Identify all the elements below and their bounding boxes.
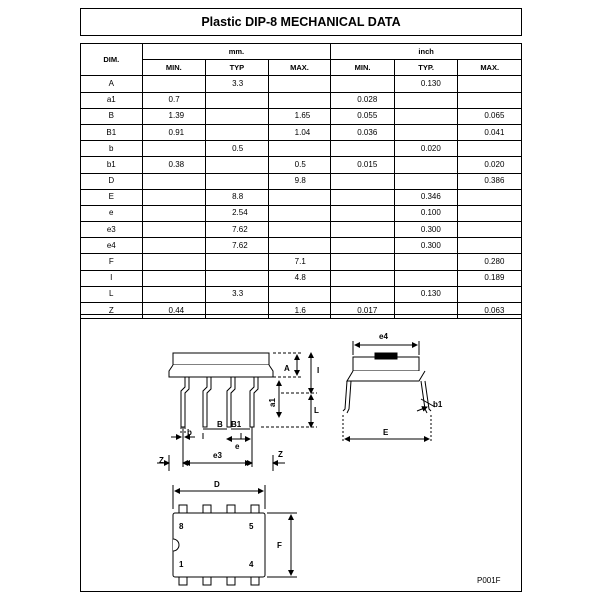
label-e4: e4 [379, 332, 388, 341]
label-z-left: Z [159, 456, 164, 465]
value-cell: 0.063 [458, 303, 522, 319]
value-cell [394, 254, 458, 270]
unit-mm-header: mm. [142, 44, 331, 60]
value-cell: 0.015 [331, 157, 395, 173]
value-cell: 0.130 [394, 76, 458, 92]
value-cell: 0.100 [394, 205, 458, 221]
value-cell: 2.54 [206, 205, 269, 221]
value-cell [458, 222, 522, 238]
value-cell: 8.8 [206, 189, 269, 205]
value-cell [206, 270, 269, 286]
value-cell: 1.04 [268, 124, 331, 140]
value-cell [394, 108, 458, 124]
value-cell: 0.055 [331, 108, 395, 124]
value-cell: 3.3 [206, 76, 269, 92]
value-cell: 0.38 [142, 157, 206, 173]
label-e3: e3 [213, 451, 222, 460]
value-cell: 0.020 [394, 141, 458, 157]
dim-cell: B [81, 108, 143, 124]
sub-header-row [81, 60, 522, 76]
label-b1: b1 [433, 400, 443, 409]
value-cell: 0.7 [142, 92, 206, 108]
table-row [81, 173, 522, 189]
value-cell: 4.8 [268, 270, 331, 286]
dim-cell: A [81, 76, 143, 92]
table-row [81, 76, 522, 92]
table-row [81, 254, 522, 270]
value-cell [142, 141, 206, 157]
value-cell [268, 76, 331, 92]
value-cell [458, 189, 522, 205]
table-row [81, 124, 522, 140]
table-row [81, 286, 522, 302]
value-cell [206, 254, 269, 270]
value-cell [458, 286, 522, 302]
mm-max-header: MAX. [268, 60, 331, 76]
pin-4-label: 4 [249, 560, 254, 569]
value-cell [458, 76, 522, 92]
table-row [81, 205, 522, 221]
dim-cell: B1 [81, 124, 143, 140]
value-cell: 0.280 [458, 254, 522, 270]
value-cell: 0.041 [458, 124, 522, 140]
table-row [81, 270, 522, 286]
value-cell: 0.020 [458, 157, 522, 173]
value-cell: 0.036 [331, 124, 395, 140]
value-cell [206, 157, 269, 173]
value-cell: 0.300 [394, 222, 458, 238]
value-cell: 1.6 [268, 303, 331, 319]
value-cell [142, 205, 206, 221]
value-cell: 0.300 [394, 238, 458, 254]
table-row [81, 222, 522, 238]
value-cell: 0.91 [142, 124, 206, 140]
value-cell [268, 286, 331, 302]
value-cell: 7.62 [206, 238, 269, 254]
value-cell: 0.346 [394, 189, 458, 205]
pin-5-label: 5 [249, 522, 254, 531]
value-cell [331, 254, 395, 270]
label-B1: B1 [231, 420, 242, 429]
label-B: B [217, 420, 223, 429]
value-cell [458, 141, 522, 157]
value-cell: 1.65 [268, 108, 331, 124]
value-cell [142, 189, 206, 205]
dim-cell: e [81, 205, 143, 221]
table-row [81, 92, 522, 108]
label-A: A [284, 364, 290, 373]
value-cell [458, 238, 522, 254]
value-cell [331, 173, 395, 189]
label-b: b [187, 428, 192, 437]
value-cell [458, 205, 522, 221]
value-cell [331, 76, 395, 92]
value-cell [206, 173, 269, 189]
label-I: I [317, 366, 320, 375]
value-cell [268, 222, 331, 238]
end-view [343, 341, 435, 443]
label-L: L [314, 406, 319, 415]
value-cell: 0.189 [458, 270, 522, 286]
side-view [157, 353, 320, 471]
table-row [81, 108, 522, 124]
value-cell: 0.028 [331, 92, 395, 108]
value-cell [268, 238, 331, 254]
value-cell [394, 173, 458, 189]
value-cell: 1.39 [142, 108, 206, 124]
unit-inch-header: inch [331, 44, 522, 60]
value-cell [394, 92, 458, 108]
pin-8-label: 8 [179, 522, 184, 531]
mechanical-data-table [80, 43, 522, 319]
value-cell [394, 124, 458, 140]
value-cell: 3.3 [206, 286, 269, 302]
dim-cell: I [81, 270, 143, 286]
value-cell [268, 205, 331, 221]
value-cell [268, 141, 331, 157]
value-cell: 9.8 [268, 173, 331, 189]
dim-cell: L [81, 286, 143, 302]
inch-typ-header: TYP. [394, 60, 458, 76]
label-a1: a1 [268, 398, 277, 407]
dimension-drawing [81, 315, 523, 593]
value-cell [142, 238, 206, 254]
value-cell [331, 141, 395, 157]
drawing-code: P001F [477, 576, 501, 585]
value-cell [268, 189, 331, 205]
label-F: F [277, 541, 282, 550]
value-cell [331, 222, 395, 238]
value-cell [142, 173, 206, 189]
value-cell: 0.44 [142, 303, 206, 319]
value-cell: 0.017 [331, 303, 395, 319]
value-cell [206, 92, 269, 108]
value-cell [206, 124, 269, 140]
inch-min-header: MIN. [331, 60, 395, 76]
page-title: Plastic DIP-8 MECHANICAL DATA [80, 8, 522, 36]
dim-cell: b [81, 141, 143, 157]
value-cell [331, 238, 395, 254]
value-cell [206, 108, 269, 124]
value-cell [331, 286, 395, 302]
value-cell: 0.5 [206, 141, 269, 157]
pin-1-label: 1 [179, 560, 184, 569]
value-cell [331, 270, 395, 286]
value-cell: 7.1 [268, 254, 331, 270]
label-E: E [383, 428, 389, 437]
value-cell: 0.5 [268, 157, 331, 173]
dim-cell: Z [81, 303, 143, 319]
value-cell [142, 254, 206, 270]
value-cell: 7.62 [206, 222, 269, 238]
table-row [81, 189, 522, 205]
mm-min-header: MIN. [142, 60, 206, 76]
inch-max-header: MAX. [458, 60, 522, 76]
value-cell [142, 286, 206, 302]
table-row [81, 157, 522, 173]
label-z-right: Z [278, 450, 283, 459]
value-cell [142, 222, 206, 238]
label-e: e [235, 442, 240, 451]
package-drawing [80, 314, 522, 592]
dim-cell: e3 [81, 222, 143, 238]
top-view [173, 485, 297, 585]
value-cell [394, 157, 458, 173]
value-cell [458, 92, 522, 108]
value-cell: 0.065 [458, 108, 522, 124]
value-cell [142, 76, 206, 92]
value-cell [268, 92, 331, 108]
value-cell: 0.130 [394, 286, 458, 302]
dim-cell: e4 [81, 238, 143, 254]
mm-typ-header: TYP [206, 60, 269, 76]
value-cell [142, 270, 206, 286]
dim-cell: F [81, 254, 143, 270]
value-cell [331, 205, 395, 221]
value-cell [331, 189, 395, 205]
dim-cell: a1 [81, 92, 143, 108]
label-D: D [214, 480, 220, 489]
dim-cell: E [81, 189, 143, 205]
dim-cell: D [81, 173, 143, 189]
table-row [81, 238, 522, 254]
dim-cell: b1 [81, 157, 143, 173]
dim-header: DIM. [81, 44, 143, 76]
value-cell [394, 270, 458, 286]
table-row [81, 141, 522, 157]
value-cell: 0.386 [458, 173, 522, 189]
